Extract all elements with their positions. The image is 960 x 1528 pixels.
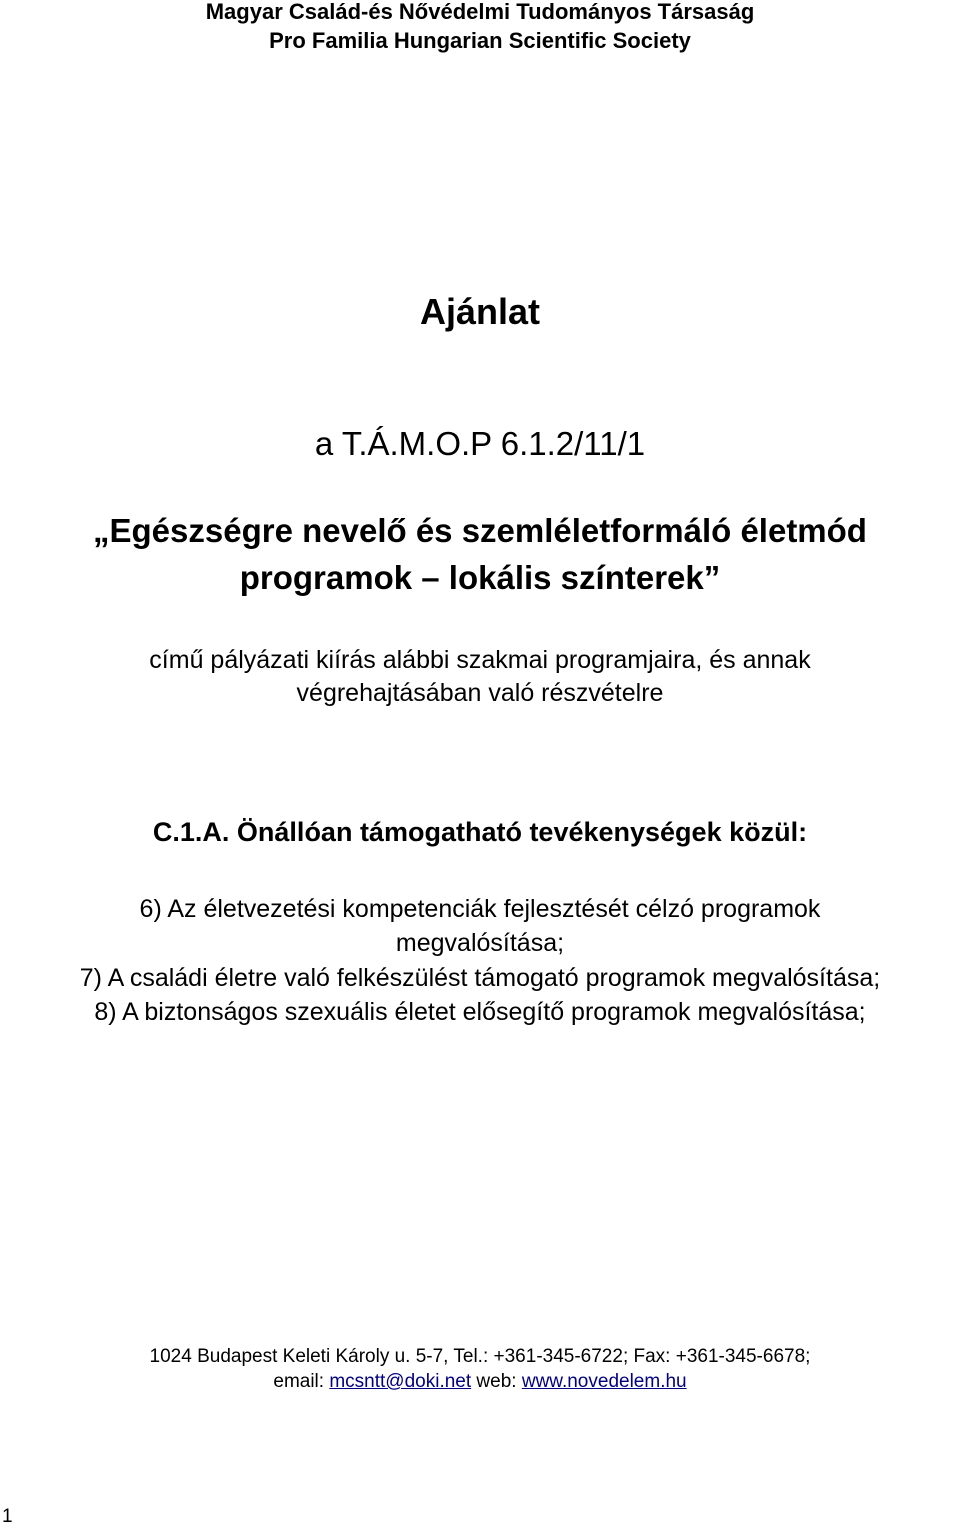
document-title: Ajánlat bbox=[419, 291, 541, 332]
footer-address: 1024 Budapest Keleti Károly u. 5-7, Tel.: +361-345-6722; Fax: +361-345-6678; bbox=[149, 1346, 811, 1367]
email-link[interactable]: mcsntt@doki.net bbox=[329, 1371, 472, 1392]
list-item: 7) A családi életre való felkészülést támogató programok megvalósítása; bbox=[79, 964, 881, 992]
list-item: 6) Az életvezetési kompetenciák fejlesztését célzó programok bbox=[139, 895, 821, 923]
description-line-2: végrehajtásában való részvételre bbox=[296, 679, 664, 707]
email-label: email: bbox=[273, 1371, 325, 1392]
description-line-1: című pályázati kiírás alábbi szakmai programjaira, és annak bbox=[149, 646, 811, 674]
section-heading: C.1.A. Önállóan támogatható tevékenységek közül: bbox=[152, 817, 808, 847]
list-item: megvalósítása; bbox=[395, 929, 565, 957]
society-name-english: Pro Familia Hungarian Scientific Society bbox=[269, 28, 691, 53]
footer-contact bbox=[0, 1372, 960, 1391]
society-name-hungarian: Magyar Család-és Nővédelmi Tudományos Társaság bbox=[205, 0, 755, 24]
web-link[interactable]: www.novedelem.hu bbox=[521, 1371, 687, 1392]
page-number: 1 bbox=[2, 1506, 13, 1527]
list-item: 8) A biztonságos szexuális életet elősegítő programok megvalósítása; bbox=[94, 998, 866, 1026]
tender-reference: a T.Á.M.O.P 6.1.2/11/1 bbox=[314, 425, 646, 462]
web-label: web: bbox=[476, 1371, 517, 1392]
program-title-line-1: „Egészségre nevelő és szemléletformáló életmód bbox=[93, 512, 867, 549]
program-title-line-2: programok – lokális színterek” bbox=[239, 559, 721, 596]
